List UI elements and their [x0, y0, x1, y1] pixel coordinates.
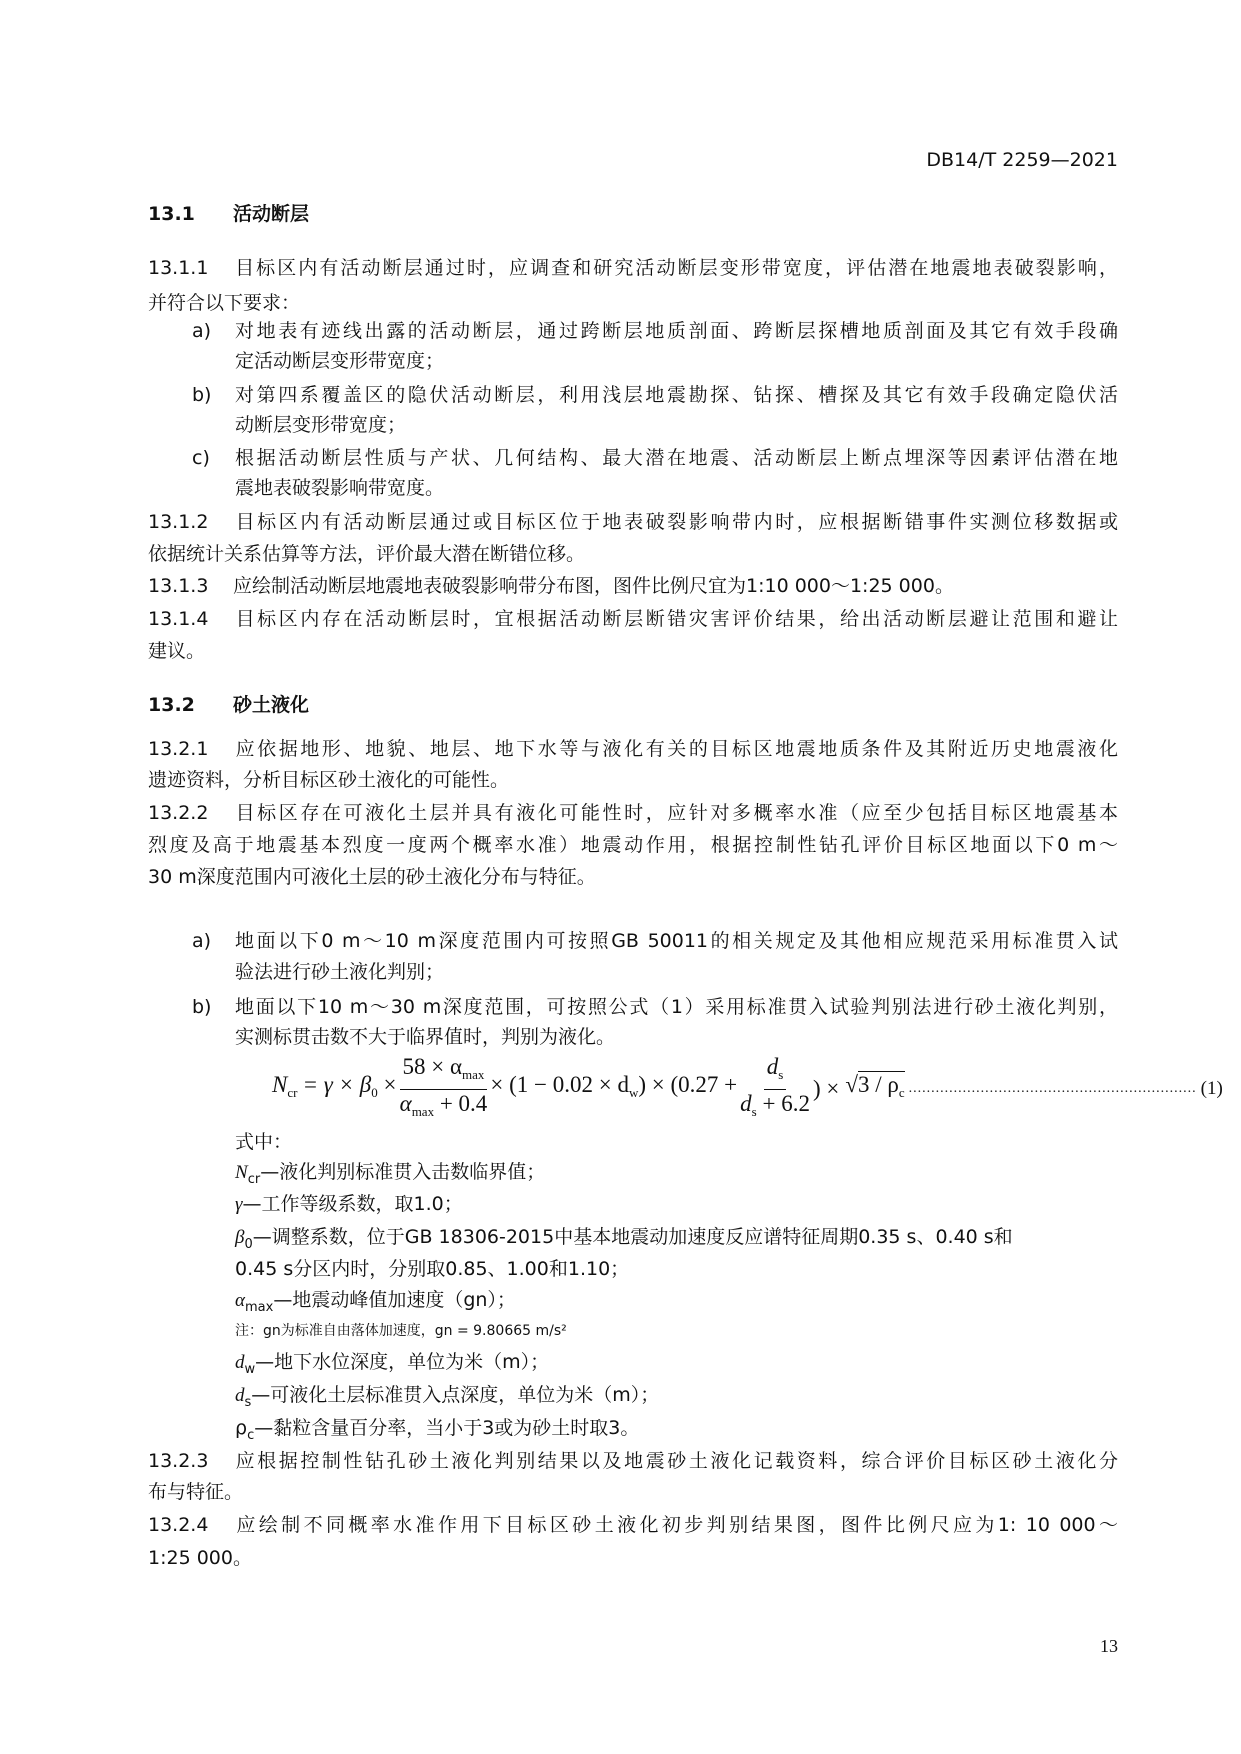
clause-13-1-3 [148, 573, 1118, 599]
clause-text-line: 烈度及高于地震基本烈度一度两个概率水准）地震动作用，根据控制性钻孔评价目标区地面以下0 m～ [148, 834, 1118, 856]
formula-1 [272, 1053, 1223, 1124]
note-gn: 注：gn为标准自由落体加速度，gn = 9.80665 m/s² [235, 1323, 567, 1339]
list-item-text: 对地表有迹线出露的活动断层，通过跨断层地质剖面、跨断层探槽地质剖面及其它有效手段确 [235, 320, 1118, 342]
clause-text-line: 30 m深度范围内可液化土层的砂土液化分布与特征。 [148, 866, 596, 888]
clause-text: 目标区内有活动断层通过时，应调查和研究活动断层变形带宽度，评估潜在地震地表破裂影响， [233, 257, 1118, 279]
definition-beta0: $\beta_0—$调整系数，位于GB 18306-2015中基本地震动加速度反应谱特征周期0.35 s、0.40 s和 [235, 1226, 1013, 1252]
list-item-text: 地面以下10 m～30 m深度范围，可按照公式（1）采用标准贯入试验判别法进行砂土液化判别， [235, 996, 1118, 1018]
clause-number: 13.1.2 [148, 511, 209, 533]
list-label: b) [192, 384, 212, 406]
formula-sqrt: $√3 / \rho_c$ [845, 1072, 905, 1100]
definition-alpha-max: $\alpha_{max}—$地震动峰值加速度（gn）； [235, 1289, 516, 1315]
clause-text-line: 1:25 000。 [148, 1547, 252, 1569]
section-13-2-heading [148, 692, 1118, 718]
list-item-text: 实测标贯击数不大于临界值时，判别为液化。 [235, 1026, 616, 1048]
where-intro: 式中： [235, 1131, 293, 1153]
standard-number-header: DB14/T 2259—2021 [926, 149, 1118, 171]
clause-text-line: 依据统计关系估算等方法，评价最大潜在断错位移。 [148, 543, 586, 565]
section-number: 13.1 [148, 203, 195, 225]
clause-number: 13.2.1 [148, 738, 209, 760]
definition-dw: $d_w—$地下水位深度，单位为米（m）； [235, 1351, 550, 1377]
list-item-text: 地面以下0 m～10 m深度范围内可按照GB 50011的相关规定及其他相应规范采用标准贯入试 [235, 930, 1118, 952]
list-item-text: 定活动断层变形带宽度； [235, 350, 445, 372]
clause-text-line: 并符合以下要求： [148, 292, 301, 314]
formula-depth-term: × $(1 - 0.02 \times d_w) \times (0.27$ + [490, 1072, 738, 1100]
clause-text: 应根据控制性钻孔砂土液化判别结果以及地震砂土液化记载资料，综合评价目标区砂土液化分 [233, 1450, 1118, 1472]
definition-ncr: $N_{cr}—$液化判别标准贯入击数临界值； [235, 1161, 546, 1187]
clause-13-1-4 [148, 606, 1118, 632]
clause-13-2-2 [148, 800, 1118, 826]
section-title: 砂土液化 [233, 694, 310, 716]
clause-text: 应绘制活动断层地震地表破裂影响带分布图，图件比例尺宜为1:10 000～1:25 000。 [233, 575, 954, 597]
list-item-text: 动断层变形带宽度； [235, 414, 407, 436]
clause-number: 13.1.1 [148, 257, 209, 279]
clause-text: 目标区内有活动断层通过或目标区位于地表破裂影响带内时，应根据断错事件实测位移数据或 [233, 511, 1118, 533]
list-item-text: 震地表破裂影响带宽度。 [235, 477, 445, 499]
formula-lhs: $N_{cr}$ [272, 1072, 298, 1100]
list-label: c) [192, 447, 210, 469]
section-number: 13.2 [148, 694, 195, 716]
formula-leader-dots: ................................................................ [908, 1081, 1197, 1096]
clause-number: 13.2.4 [148, 1514, 209, 1536]
clause-text: 目标区内存在活动断层时，宜根据活动断层断错灾害评价结果，给出活动断层避让范围和避让 [233, 608, 1118, 630]
section-13-1-heading [148, 201, 1118, 227]
clause-text: 应依据地形、地貌、地层、地下水等与液化有关的目标区地震地质条件及其附近历史地震液化 [233, 738, 1118, 760]
clause-number: 13.2.2 [148, 802, 209, 824]
clause-text-line: 建议。 [148, 640, 206, 662]
clause-number: 13.1.4 [148, 608, 209, 630]
clause-13-2-3 [148, 1448, 1118, 1474]
formula-number: (1) [1200, 1078, 1223, 1099]
definition-beta0-cont: 0.45 s分区内时，分别取0.85、1.00和1.10； [235, 1258, 630, 1280]
clause-number: 13.1.3 [148, 575, 209, 597]
clause-13-2-1 [148, 736, 1118, 762]
definition-gamma: γ—工作等级系数，取1.0； [235, 1193, 463, 1215]
formula-times: ) × [812, 1076, 840, 1101]
clause-text-line: 布与特征。 [148, 1481, 244, 1503]
list-label: a) [192, 930, 212, 952]
formula-gamma-beta: = $\gamma \times \beta_0$ × [302, 1072, 397, 1100]
clause-13-1-2 [148, 509, 1118, 535]
clause-number: 13.2.3 [148, 1450, 209, 1472]
clause-13-2-4 [148, 1512, 1118, 1538]
clause-13-1-1 [148, 255, 1118, 281]
definition-rhoc: $\rho_c—$黏粒含量百分率，当小于3或为砂土时取3。 [235, 1417, 640, 1443]
list-label: b) [192, 996, 212, 1018]
list-item-text: 对第四系覆盖区的隐伏活动断层，利用浅层地震勘探、钻探、槽探及其它有效手段确定隐伏活 [235, 384, 1118, 406]
list-item-text: 验法进行砂土液化判别； [235, 961, 445, 983]
formula-fraction-alpha: $\frac{58 \times \alpha_{max}}{\alpha_{max} + 0.4}$ [399, 1053, 488, 1119]
list-label: a) [192, 320, 212, 342]
clause-text: 应绘制不同概率水准作用下目标区砂土液化初步判别结果图，图件比例尺应为1: 10 000～ [233, 1514, 1118, 1536]
formula-fraction-ds: $\frac{d_s}{d_s + 6.2}$ [740, 1053, 810, 1119]
clause-text-line: 遗迹资料，分析目标区砂土液化的可能性。 [148, 769, 510, 791]
list-item-text: 根据活动断层性质与产状、几何结构、最大潜在地震、活动断层上断点埋深等因素评估潜在地 [235, 447, 1118, 469]
page-number: 13 [1100, 1636, 1118, 1656]
section-title: 活动断层 [233, 203, 310, 225]
definition-ds: $d_s—$可液化土层标准贯入点深度，单位为米（m）； [235, 1384, 660, 1410]
clause-text: 目标区存在可液化土层并具有液化可能性时，应针对多概率水准（应至少包括目标区地震基本 [233, 802, 1118, 824]
